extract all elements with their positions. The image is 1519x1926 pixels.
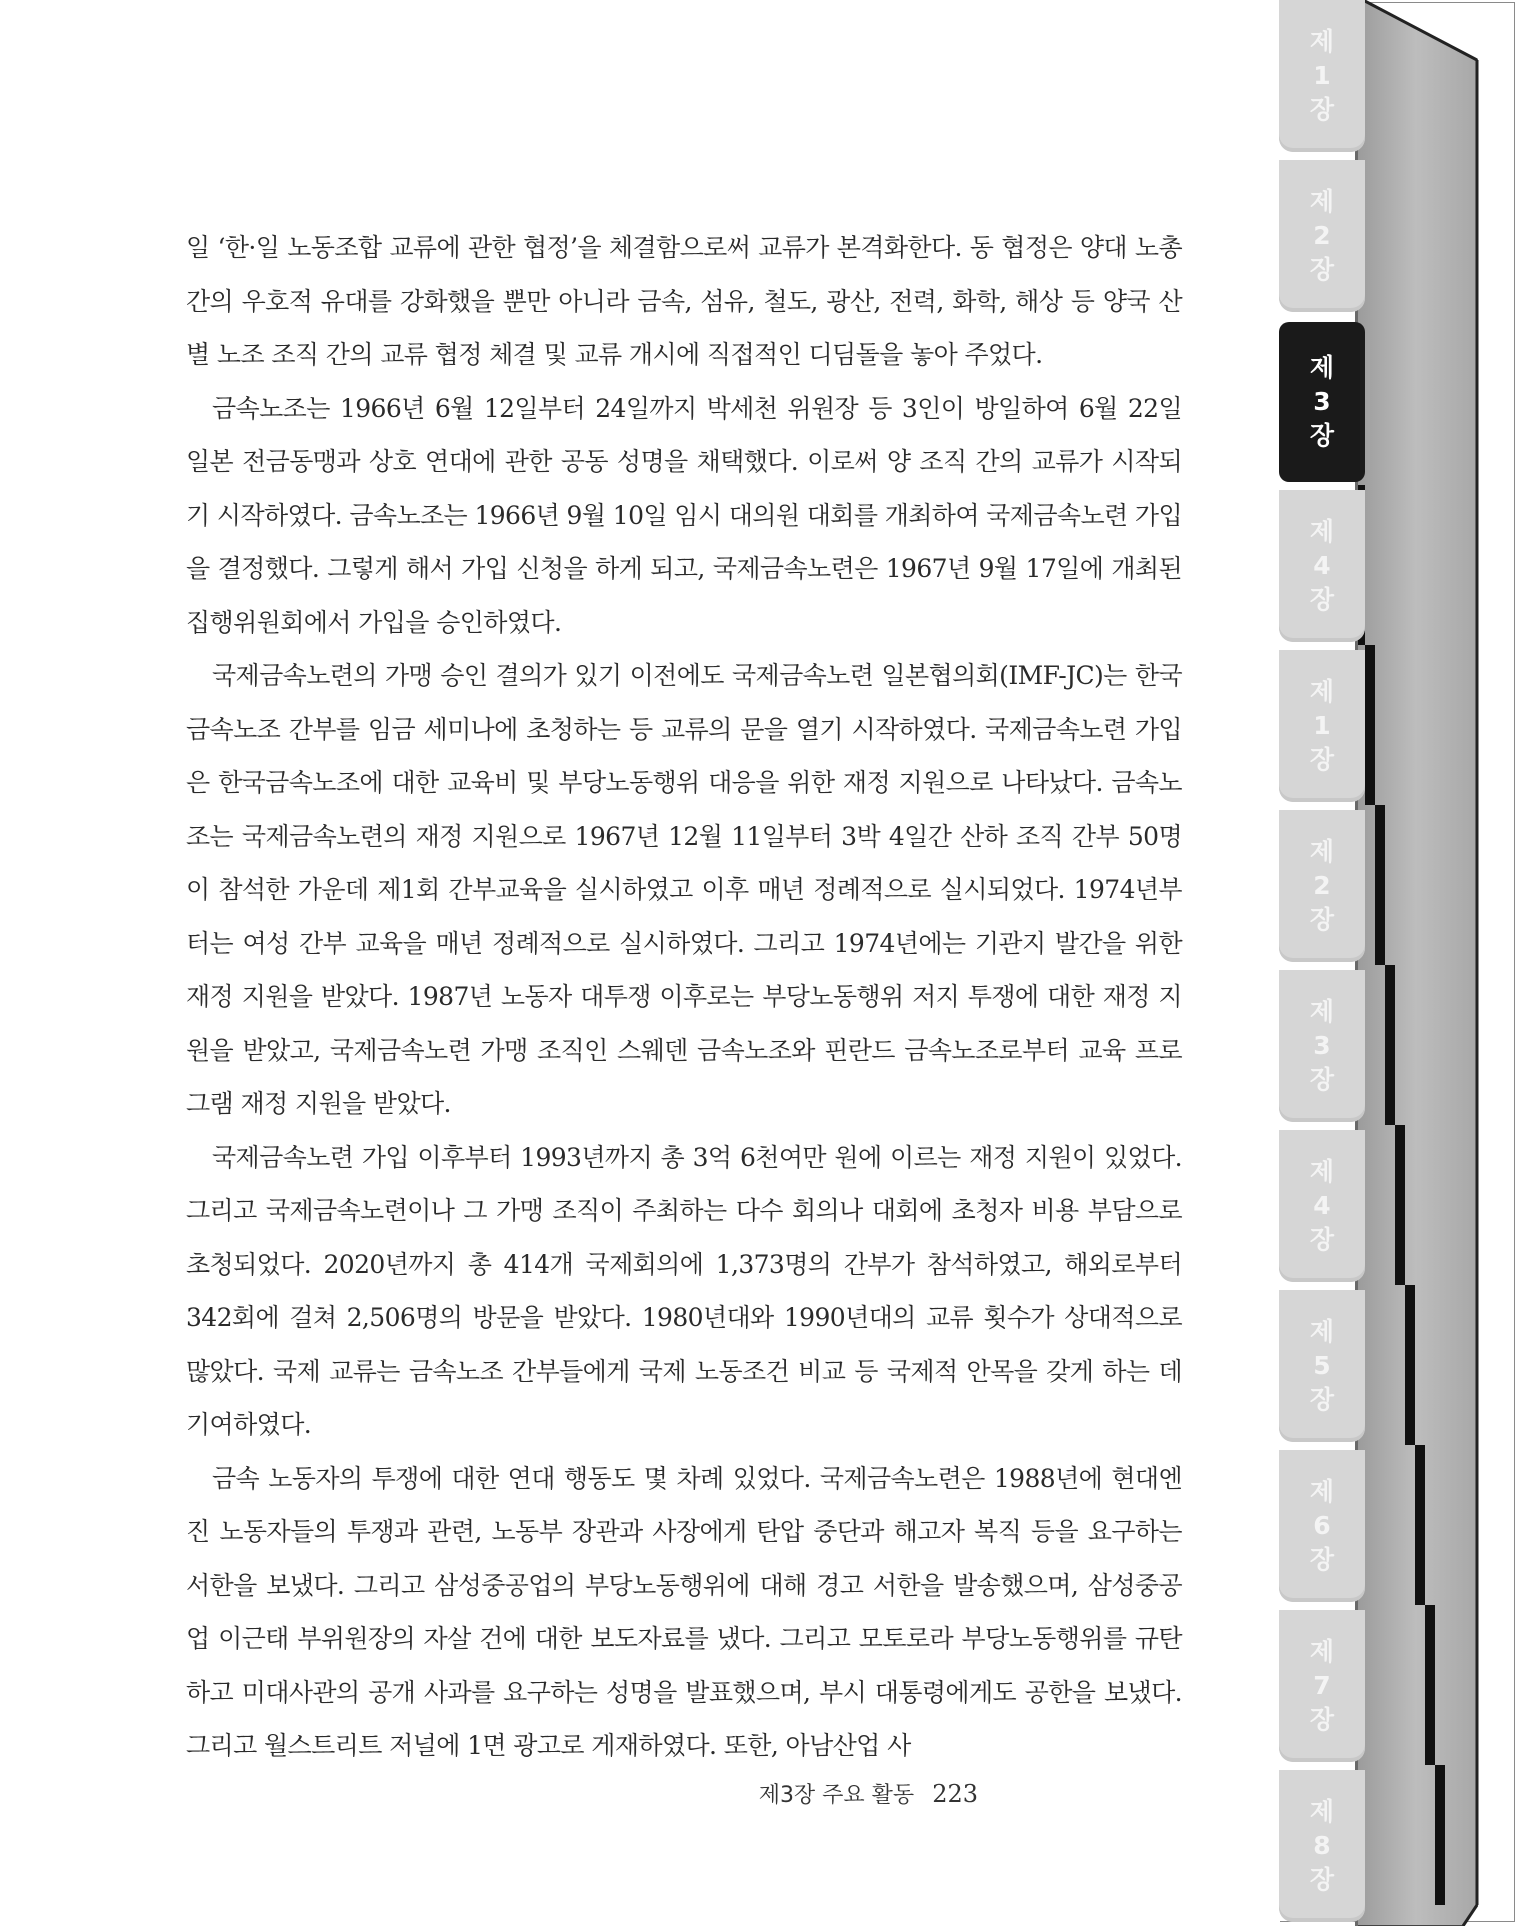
running-footer-section: 제3장 주요 활동 <box>758 1783 915 1808</box>
tab-part2-chapter-1[interactable]: 제 1 장 <box>1279 650 1365 802</box>
tab-chapter-3-active[interactable]: 제 3 장 <box>1279 322 1365 482</box>
paragraph: 국제금속노련 가입 이후부터 1993년까지 총 3억 6천여만 원에 이르는 재정 지원이 있었다. 그리고 국제금속노련이나 그 가맹 조직이 주최하는 다수 회의나 대회에 초청자 비용 부담으로 초청되었다. 2020년까지 총 414개 국제회의에 1,373명의 간부가 참석하였고, 해외로부터 342회에 걸쳐 2,506명의 방문을 받았다. 1980년대와 1990년대의 교류 횟수가 상대적으로 많았다. 국제 교류는 금속노조 간부들에게 국제 노동조건 비교 등 국제적 안목을 갖게 하는 데 기여하였다. <box>186 1142 1182 1439</box>
tab-part2-chapter-6[interactable]: 제 6 장 <box>1279 1450 1365 1602</box>
body-text <box>186 221 1182 1773</box>
tab-chapter-2[interactable]: 제 2 장 <box>1279 160 1365 312</box>
book-edge <box>1355 0 1519 1926</box>
tab-part2-chapter-2[interactable]: 제 2 장 <box>1279 810 1365 962</box>
page-number: 223 <box>932 1780 978 1808</box>
tab-part2-chapter-7[interactable]: 제 7 장 <box>1279 1610 1365 1762</box>
book-edge-graphic <box>1355 0 1519 1926</box>
tab-part2-chapter-4[interactable]: 제 4 장 <box>1279 1130 1365 1282</box>
tab-part2-chapter-5[interactable]: 제 5 장 <box>1279 1290 1365 1442</box>
paragraph: 금속 노동자의 투쟁에 대한 연대 행동도 몇 차례 있었다. 국제금속노련은 1988년에 현대엔진 노동자들의 투쟁과 관련, 노동부 장관과 사장에게 탄압 중단과 해고자 복직 등을 요구하는 서한을 보냈다. 그리고 삼성중공업의 부당노동행위에 대해 경고 서한을 발송했으며, 삼성중공업 이근태 부위원장의 자살 건에 대한 보도자료를 냈다. 그리고 모토로라 부당노동행위를 규탄하고 미대사관의 공개 사과를 요구하는 성명을 발표했으며, 부시 대통령에게도 공한을 보냈다. 그리고 월스트리트 저널에 1면 광고로 게재하였다. 또한, 아남산업 사 <box>186 1463 1182 1760</box>
tab-chapter-1[interactable]: 제 1 장 <box>1279 0 1365 152</box>
tab-chapter-4[interactable]: 제 4 장 <box>1279 490 1365 642</box>
paragraph: 국제금속노련의 가맹 승인 결의가 있기 이전에도 국제금속노련 일본협의회(IMF-JC)는 한국금속노조 간부를 임금 세미나에 초청하는 등 교류의 문을 열기 시작하였다. 국제금속노련 가입은 한국금속노조에 대한 교육비 및 부당노동행위 대응을 위한 재정 지원으로 나타났다. 금속노조는 국제금속노련의 재정 지원으로 1967년 12월 11일부터 3박 4일간 산하 조직 간부 50명이 참석한 가운데 제1회 간부교육을 실시하였고 이후 매년 정례적으로 실시되었다. 1974년부터는 여성 간부 교육을 매년 정례적으로 실시하였다. 그리고 1974년에는 기관지 발간을 위한 재정 지원을 받았다. 1987년 노동자 대투쟁 이후로는 부당노동행위 저지 투쟁에 대한 재정 지원을 받았고, 국제금속노련 가맹 조직인 스웨덴 금속노조와 핀란드 금속노조로부터 교육 프로그램 재정 지원을 받았다. <box>186 661 1182 1118</box>
paragraph: 금속노조는 1966년 6월 12일부터 24일까지 박세천 위원장 등 3인이 방일하여 6월 22일 일본 전금동맹과 상호 연대에 관한 공동 성명을 채택했다. 이로써 양 조직 간의 교류가 시작되기 시작하였다. 금속노조는 1966년 9월 10일 임시 대의원 대회를 개최하여 국제금속노련 가입을 결정했다. 그렇게 해서 가입 신청을 하게 되고, 국제금속노련은 1967년 9월 17일에 개최된 집행위원회에서 가입을 승인하였다. <box>186 393 1183 637</box>
page-footer <box>759 1778 978 1809</box>
paragraph: 일 ‘한·일 노동조합 교류에 관한 협정’을 체결함으로써 교류가 본격화한다. 동 협정은 양대 노총 간의 우호적 유대를 강화했을 뿐만 아니라 금속, 섬유, 철도, 광산, 전력, 화학, 해상 등 양국 산별 노조 조직 간의 교류 협정 체결 및 교류 개시에 직접적인 디딤돌을 놓아 주었다. <box>186 233 1182 369</box>
tab-part2-chapter-8[interactable]: 제 8 장 <box>1279 1770 1365 1922</box>
tab-part2-chapter-3[interactable]: 제 3 장 <box>1279 970 1365 1122</box>
